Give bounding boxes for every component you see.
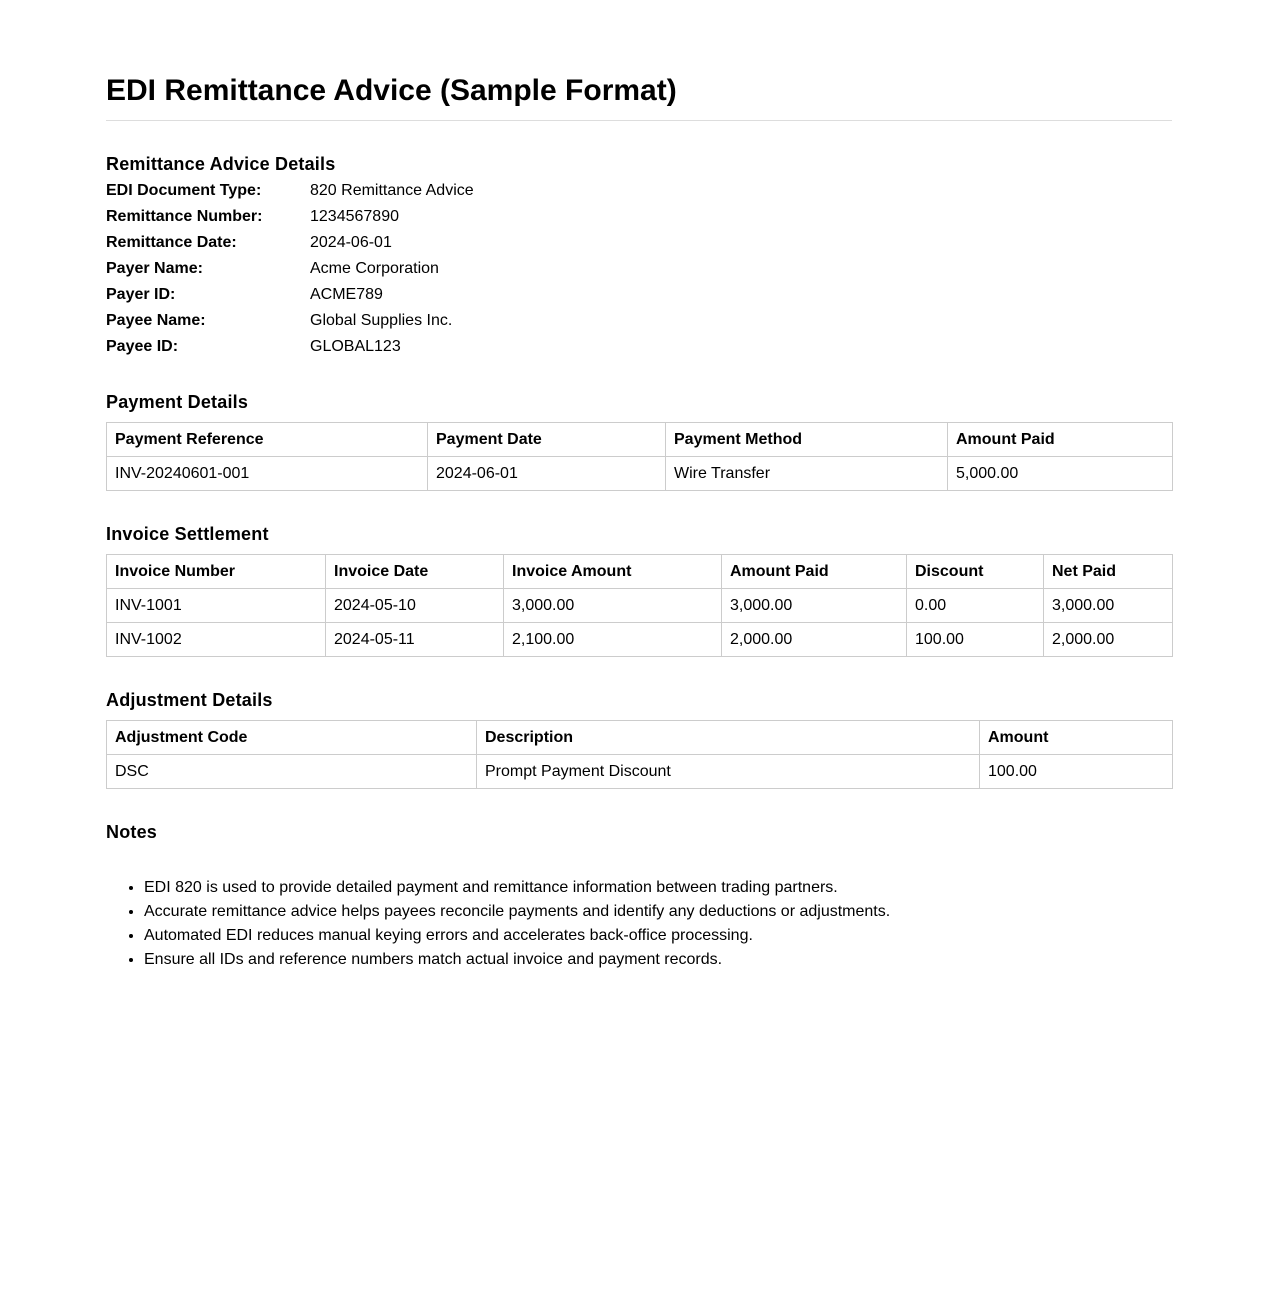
table-cell: 2,000.00 bbox=[1044, 623, 1173, 657]
table-cell: 0.00 bbox=[907, 589, 1044, 623]
table-header-row bbox=[107, 423, 1173, 457]
detail-value: 2024-06-01 bbox=[310, 234, 392, 251]
column-header: Discount bbox=[907, 555, 1044, 589]
table-cell: 3,000.00 bbox=[504, 589, 722, 623]
detail-row bbox=[106, 178, 1172, 204]
payment-details-heading: Payment Details bbox=[106, 392, 249, 412]
table-cell: DSC bbox=[107, 755, 477, 789]
table-row bbox=[107, 457, 1173, 491]
page-title: EDI Remittance Advice (Sample Format) bbox=[106, 72, 1172, 121]
column-header: Invoice Date bbox=[326, 555, 504, 589]
detail-label: Payee Name: bbox=[106, 312, 206, 329]
detail-row bbox=[106, 230, 1172, 256]
remittance-details-heading: Remittance Advice Details bbox=[106, 154, 336, 174]
detail-value: 820 Remittance Advice bbox=[310, 182, 474, 199]
payment-details-section bbox=[106, 391, 1172, 491]
table-cell: 3,000.00 bbox=[722, 589, 907, 623]
detail-value: Global Supplies Inc. bbox=[310, 312, 453, 329]
table-cell: INV-1002 bbox=[107, 623, 326, 657]
table-cell: 100.00 bbox=[980, 755, 1173, 789]
notes-heading: Notes bbox=[106, 822, 158, 842]
list-item: • Accurate remittance advice helps payees reconcile payments and identify any deductions or adjustments. bbox=[144, 900, 1172, 924]
document-page bbox=[106, 0, 1172, 972]
column-header: Net Paid bbox=[1044, 555, 1173, 589]
notes-list bbox=[106, 876, 1172, 972]
detail-value: GLOBAL123 bbox=[310, 338, 401, 355]
remittance-details-list bbox=[106, 178, 1172, 360]
column-header: Payment Reference bbox=[107, 423, 428, 457]
adjustment-details-heading: Adjustment Details bbox=[106, 690, 273, 710]
column-header: Amount Paid bbox=[722, 555, 907, 589]
notes-section bbox=[106, 821, 1172, 972]
table-cell: 2,000.00 bbox=[722, 623, 907, 657]
table-cell: 2,100.00 bbox=[504, 623, 722, 657]
table-cell: 5,000.00 bbox=[948, 457, 1173, 491]
detail-row bbox=[106, 204, 1172, 230]
detail-label: Payer ID: bbox=[106, 286, 176, 303]
list-item: • Automated EDI reduces manual keying errors and accelerates back-office processing. bbox=[144, 924, 1172, 948]
column-header: Amount bbox=[980, 721, 1173, 755]
detail-label: EDI Document Type: bbox=[106, 182, 262, 199]
table-cell: Prompt Payment Discount bbox=[477, 755, 980, 789]
column-header: Description bbox=[477, 721, 980, 755]
table-cell: 3,000.00 bbox=[1044, 589, 1173, 623]
invoice-settlement-table bbox=[106, 554, 1173, 657]
table-cell: 100.00 bbox=[907, 623, 1044, 657]
adjustment-details-table bbox=[106, 720, 1173, 789]
column-header: Payment Method bbox=[666, 423, 948, 457]
detail-row bbox=[106, 308, 1172, 334]
table-row bbox=[107, 755, 1173, 789]
detail-value: 1234567890 bbox=[310, 208, 399, 225]
detail-label: Remittance Date: bbox=[106, 234, 237, 251]
invoice-settlement-section bbox=[106, 523, 1172, 657]
detail-value: ACME789 bbox=[310, 286, 383, 303]
column-header: Amount Paid bbox=[948, 423, 1173, 457]
table-cell: 2024-05-11 bbox=[326, 623, 504, 657]
column-header: Payment Date bbox=[428, 423, 666, 457]
payment-details-table bbox=[106, 422, 1173, 491]
remittance-details-section bbox=[106, 153, 1172, 360]
table-cell: INV-20240601-001 bbox=[107, 457, 428, 491]
table-row bbox=[107, 589, 1173, 623]
column-header: Invoice Amount bbox=[504, 555, 722, 589]
column-header: Invoice Number bbox=[107, 555, 326, 589]
table-cell: Wire Transfer bbox=[666, 457, 948, 491]
detail-label: Payee ID: bbox=[106, 338, 179, 355]
detail-value: Acme Corporation bbox=[310, 260, 439, 277]
invoice-settlement-heading: Invoice Settlement bbox=[106, 524, 269, 544]
table-header-row bbox=[107, 721, 1173, 755]
detail-row bbox=[106, 256, 1172, 282]
detail-row bbox=[106, 334, 1172, 360]
adjustment-details-section bbox=[106, 689, 1172, 789]
table-cell: 2024-05-10 bbox=[326, 589, 504, 623]
list-item: • EDI 820 is used to provide detailed payment and remittance information between trading partners. bbox=[144, 876, 1172, 900]
list-item: • Ensure all IDs and reference numbers match actual invoice and payment records. bbox=[144, 948, 1172, 972]
table-cell: 2024-06-01 bbox=[428, 457, 666, 491]
table-header-row bbox=[107, 555, 1173, 589]
detail-label: Remittance Number: bbox=[106, 208, 263, 225]
detail-row bbox=[106, 282, 1172, 308]
table-row bbox=[107, 623, 1173, 657]
column-header: Adjustment Code bbox=[107, 721, 477, 755]
detail-label: Payer Name: bbox=[106, 260, 203, 277]
table-cell: INV-1001 bbox=[107, 589, 326, 623]
